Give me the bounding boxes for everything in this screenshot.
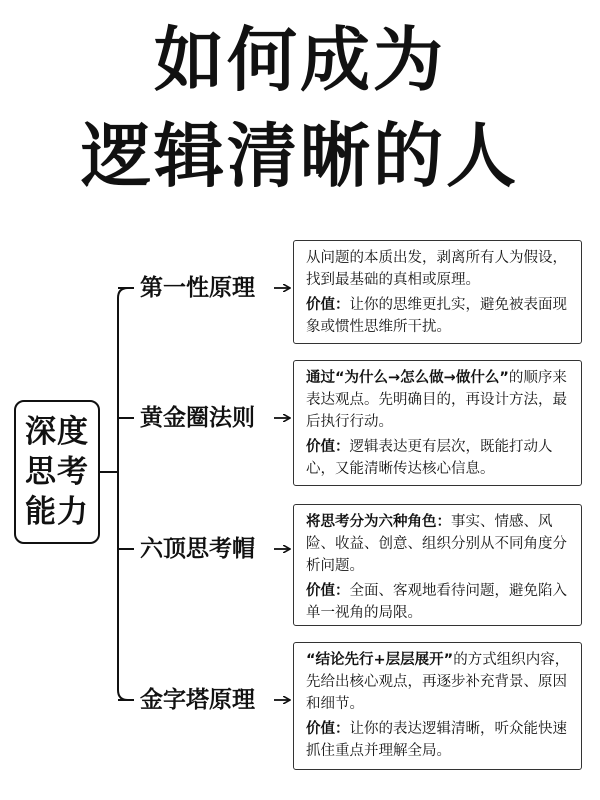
branch-label-six-hats: 六顶思考帽 [140, 536, 255, 562]
value-label: 价值： [306, 297, 350, 313]
description-text: 从问题的本质出发，剥离所有人为假设，找到最基础的真相或原理。 [306, 250, 567, 288]
value-line [306, 580, 571, 624]
root-label-line-1: 深度 [25, 414, 89, 450]
description-text [306, 367, 571, 433]
description-rest: 的顺序来表达观点。先明确目的，再设计方法，最后执行行动。 [306, 370, 567, 430]
description-bold: 将思考分为六种角色： [306, 514, 451, 530]
page-title-line-2: 逻辑清晰的人 [81, 115, 519, 197]
root-label-line-2: 思考 [25, 454, 89, 490]
value-line [306, 294, 571, 338]
value-text: 全面、客观地看待问题，避免陷入单一视角的局限。 [306, 583, 567, 621]
description-box-golden-circle [293, 360, 582, 486]
page-title-line-1: 如何成为 [154, 19, 446, 101]
value-text: 让你的表达逻辑清晰，听众能快速抓住重点并理解全局。 [306, 721, 567, 759]
description-text [306, 511, 571, 577]
value-text: 让你的思维更扎实，避免被表面现象或惯性思维所干扰。 [306, 297, 567, 335]
description-box-pyramid [293, 642, 582, 770]
description-box-six-hats [293, 504, 582, 626]
description-box-first-principles [293, 240, 582, 344]
value-label: 价值： [306, 583, 350, 599]
description-bold: “结论先行+层层展开” [306, 652, 454, 668]
value-line [306, 718, 571, 762]
description-rest: 事实、情感、风险、收益、创意、组织分别从不同角度分析问题。 [306, 514, 567, 574]
branch-label-golden-circle: 黄金圈法则 [140, 405, 255, 431]
root-label-line-3: 能力 [25, 494, 89, 530]
description-text [306, 649, 571, 715]
value-line [306, 436, 571, 480]
branch-label-first-principles: 第一性原理 [140, 275, 255, 301]
description-rest: 的方式组织内容，先给出核心观点，再逐步补充背景、原因和细节。 [306, 652, 570, 712]
branch-label-pyramid: 金字塔原理 [140, 687, 255, 713]
root-node [14, 400, 100, 544]
value-text: 逻辑表达更有层次，既能打动人心，又能清晰传达核心信息。 [306, 439, 553, 477]
value-label: 价值： [306, 721, 350, 737]
description-bold: 通过“为什么→怎么做→做什么” [306, 370, 509, 386]
trunk-line [118, 288, 128, 700]
value-label: 价值： [306, 439, 350, 455]
